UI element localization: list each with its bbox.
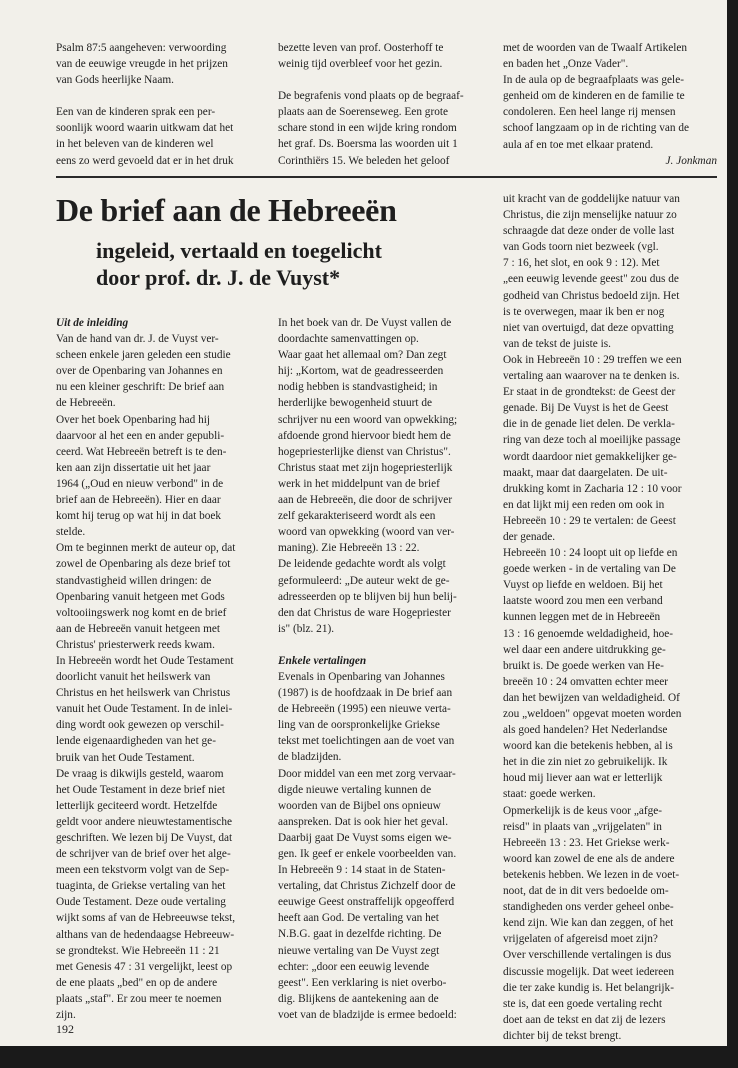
article-column-1 — [56, 315, 266, 1023]
previous-article-column-1 — [56, 40, 262, 169]
previous-article-paragraph: De begrafenis vond plaats op de begraaf- plaats aan de Soerenseweg. Een grote schare stond in een wijde kring rondom het graf. Ds. Boersma las woorden uit 1 Corinthiërs 15. We beleden het geloof — [278, 90, 464, 167]
previous-article-paragraph: Een van de kinderen sprak een per- soonlijk woord waarin uitkwam dat het in het beleven van de kinderen wel eens zo werd gevoeld dat er in het druk — [56, 106, 234, 167]
article-column-2 — [278, 315, 490, 1023]
article-body: Evenals in Openbaring van Johannes (1987) is de hoofdzaak in De brief aan de Hebreeën (1995) een nieuwe verta- ling van de oorspronkelijke Griekse tekst met toelichtingen aan de voet van de bladzijden. Door middel van een met zorg vervaar- digde nieuwe vertaling kunnen de woorden van de Bijbel ons opnieuw aanspreken. Dat is ook hier het geval. Daarbij gaat De Vuyst soms eigen we- gen. Ik geef er enkele voorbeelden van. In Hebreeën 9 : 14 staat in de Staten- vertaling, dat Christus Zichzelf door de eeuwige Geest onstraffelijk opgeofferd heeft aan God. De vertaling van het N.B.G. gaat in dezelfde richting. De nieuwe vertaling van De Vuyst zegt echter: „door een eeuwig levende geest". Een verklaring is niet overbo- dig. Blijkens de aantekening aan de voet van de bladzijde is ermee bedoeld: — [278, 670, 457, 1021]
article-body: In het boek van dr. De Vuyst vallen de doordachte samenvattingen op. Waar gaat het allemaal om? Dan zegt hij: „Kortom, wat de geadresseerden nodig hebben is standvastigheid; in herderlijke bewogenheid stuurt de schrijver nu een woord van opwekking; afdoende grond hiervoor biedt hem de hogepriesterlijke dienst van Christus". Christus staat met zijn hogepriesterlijk werk in het middelpunt van de brief aan de Hebreeën, die door de schrijver zelf gekarakteriseerd wordt als een woord van opwekking (woord van ver- maning). Zie Hebreeën 13 : 22. De leidende gedachte wordt als volgt geformuleerd: „De auteur wekt de ge- adresseerden op te blijven bij hun belij- den dat Christus de ware Hogepriester is" (blz. 21). — [278, 317, 458, 635]
previous-article-signature: J. Jonkman — [665, 154, 717, 167]
page-edge-bottom — [0, 1046, 738, 1068]
previous-article-column-2 — [278, 40, 490, 169]
previous-article-paragraph: met de woorden van de Twaalf Artikelen en baden het „Onze Vader". In de aula op de begraafplaats was gele- genheid om de kinderen en de familie te condoleren. Een heel lange rij mensen schoof langzaam op in de richting van de aula af en toe met elkaar pratend. — [503, 42, 690, 151]
article-subtitle: ingeleid, vertaald en toegelicht door prof. dr. J. de Vuyst* — [96, 238, 382, 290]
page-number: 192 — [56, 1022, 74, 1036]
section-heading: Uit de inleiding — [56, 317, 129, 329]
previous-article-column-3 — [503, 40, 717, 169]
section-divider — [56, 176, 717, 178]
article-body: uit kracht van de goddelijke natuur van Christus, die zijn menselijke natuur zo schraagde dat deze onder de volle last van Gods toorn niet bezweek (vgl. 7 : 16, het slot, en ook 9 : 12). Met „een eeuwig levende geest" zou dus de godheid van Christus bedoeld zijn. Het is te overwegen, maar ik ben er nog niet van overtuigd, dat deze opvatting van de tekst de juiste is. Ook in Hebreeën 10 : 29 treffen we een vertaling aan waarover na te denken is. Er staat in de grondtekst: de Geest der genade. Bij De Vuyst is het de Geest die in de genade liet delen. De verkla- ring van deze toch al moeilijke passage wordt daardoor niet gemakkelijker ge- maakt, maar dat daargelaten. De uit- drukking komt in Zacharia 12 : 10 voor en dat lijkt mij een reden om ook in Hebreeën 10 : 29 te vertalen: de Geest der genade. Hebreeën 10 : 24 loopt uit op liefde en goede werken - in de vertaling van De Vuyst op liefde en weldoen. Bij het laatste woord zou men een verband kunnen leggen met de in Hebreeën 13 : 16 genoemde weldadigheid, hoe- wel daar een andere uitdrukking ge- bruikt is. De goede werken van He- breeën 10 : 24 omvatten echter meer dan het bewijzen van weldadigheid. Of zou „weldoen" opgevat moeten worden als goed handelen? Het Nederlandse woord kan die betekenis hebben, al is het in die zin niet zo gebruikelijk. Ik houd mij liever aan wat er letterlijk staat: goede werken. Opmerkelijk is de keus voor „afge- reisd" in plaats van „vrijgelaten" in Hebreeën 13 : 23. Het Griekse werk- woord kan zowel de ene als de andere betekenis hebben. We lezen in de voet- noot, dat de in dit vers bedoelde om- standigheden ons verder geheel onbe- kend zijn. Wie kan dan zeggen, of het vrijgelaten of afgereisd moet zijn? Over verschillende vertalingen is dus discussie mogelijk. Dat weet iedereen die ter zake kundig is. Het belangrijk- ste is, dat een goede vertaling recht doet aan de tekst en dat zij de lezers dichter bij de tekst brengt. — [503, 193, 682, 1042]
page-edge-right — [727, 0, 738, 1068]
previous-article-paragraph: bezette leven van prof. Oosterhoff te weinig tijd overbleef voor het gezin. — [278, 42, 444, 71]
previous-article-paragraph: Psalm 87:5 aangeheven: verwoording van de eeuwige vreugde in het prijzen van Gods heerlijke Naam. — [56, 42, 228, 87]
article-column-3 — [503, 191, 717, 1044]
article-body: Van de hand van dr. J. de Vuyst ver- scheen enkele jaren geleden een studie over de Openbaring van Johannes en nu een kleiner geschrift: De brief aan de Hebreeën. Over het boek Openbaring had hij daarvoor al het een en ander gepubli- ceerd. Wat Hebreeën betreft is te den- ken aan zijn dissertatie uit het jaar 1964 („Oud en nieuw verbond" in de brief aan de Hebreeën). Hier en daar komt hij terug op wat hij in dat boek stelde. Om te beginnen merkt de auteur op, dat zowel de Openbaring als deze brief tot standvastigheid willen dringen: de Openbaring vanuit hetgeen met Gods voltooiingswerk nog komt en de brief aan de Hebreeën vanuit hetgeen met Christus' priesterwerk reeds kwam. In Hebreeën wordt het Oude Testament doorlicht vanuit het heilswerk van Christus en het heilswerk van Christus vanuit het Oude Testament. In de inlei- ding wordt ook gewezen op verschil- lende eigenaardigheden van het ge- bruik van het Oude Testament. De vraag is dikwijls gesteld, waarom het Oude Testament in deze brief niet letterlijk geciteerd wordt. Hetzelfde geldt voor andere nieuwtestamentische geschriften. We lezen bij De Vuyst, dat de schrijver van de brief over het alge- meen een tekstvorm volgt van de Sep- tuaginta, de Griekse vertaling van het Oude Testament. Deze oude vertaling wijkt soms af van de Hebreeuwse tekst, althans van de hedendaagse Hebreeuw- se grondtekst. Wie Hebreeën 11 : 21 met Genesis 47 : 31 vergelijkt, leest op de ene plaats „bed" en op de andere plaats „staf". Er zou meer te noemen zijn. — [56, 333, 236, 1022]
article-title: De brief aan de Hebreeën — [56, 192, 397, 228]
section-heading: Enkele vertalingen — [278, 654, 367, 667]
